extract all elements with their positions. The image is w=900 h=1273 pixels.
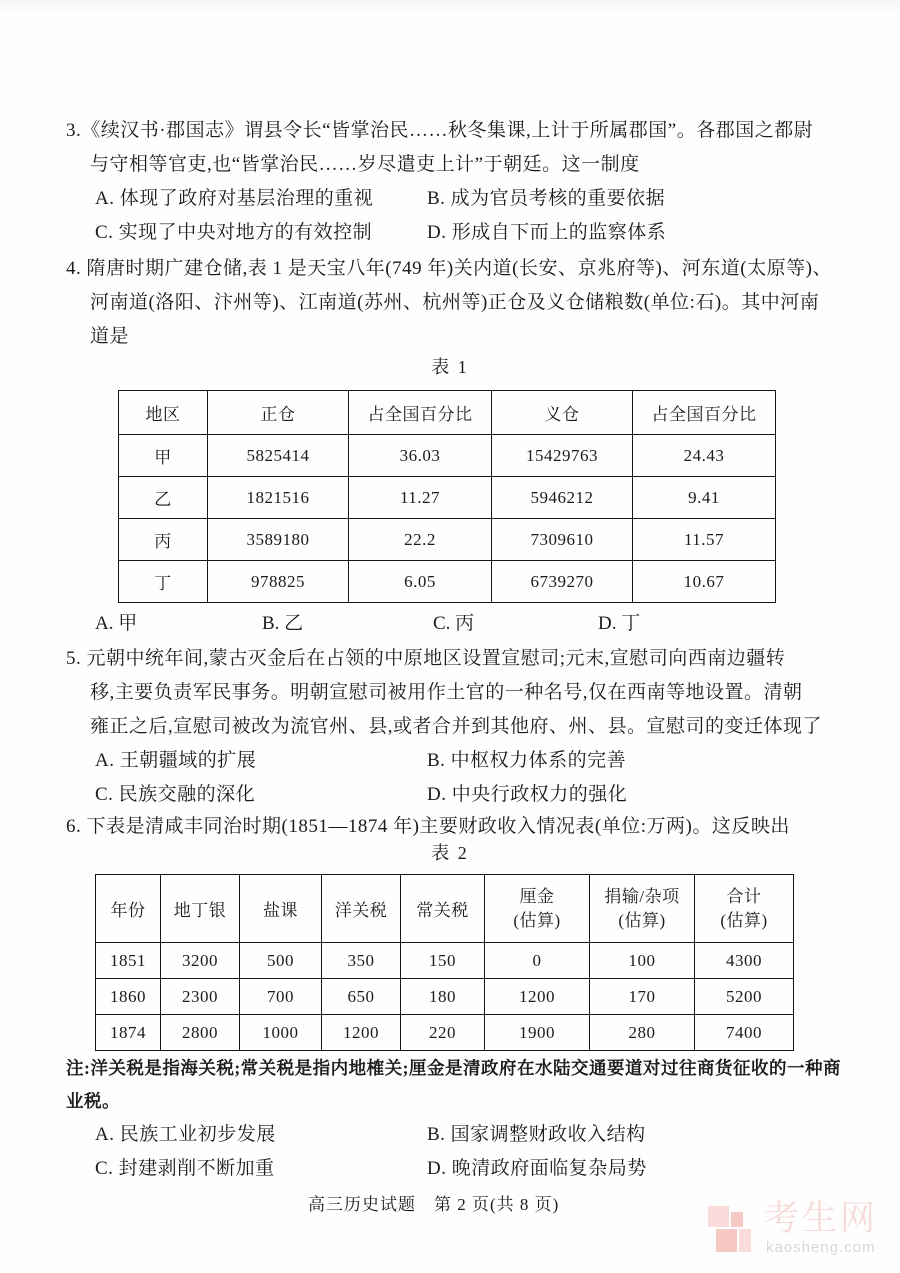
option-a: A. 甲 bbox=[95, 613, 138, 634]
header-line: 捐输/杂项 bbox=[604, 886, 680, 906]
table-cell: 1900 bbox=[485, 1015, 590, 1051]
header-line: 合计 bbox=[726, 886, 762, 906]
table-cell: 220 bbox=[401, 1015, 485, 1051]
table-cell: 6739270 bbox=[492, 561, 633, 603]
table-cell: 36.03 bbox=[349, 435, 492, 477]
question-4-line: 河南道(洛阳、汴州等)、江南道(苏州、杭州等)正仓及义仓储粮数(单位:石)。其中河南 bbox=[90, 292, 820, 313]
table-cell: 1200 bbox=[322, 1015, 401, 1051]
table-cell: 9.41 bbox=[633, 477, 776, 519]
table1-caption: 表 1 bbox=[431, 357, 469, 377]
question-3-options bbox=[66, 182, 858, 250]
question-4-line: 道是 bbox=[90, 326, 130, 347]
option-b: B. 中枢权力体系的完善 bbox=[427, 750, 627, 771]
table-row bbox=[96, 979, 794, 1015]
table-header-cell: 地丁银 bbox=[161, 875, 240, 943]
table-cell: 甲 bbox=[119, 435, 208, 477]
question-6-options bbox=[66, 1118, 858, 1186]
kaosheng-watermark bbox=[708, 1199, 898, 1262]
table-row bbox=[96, 1015, 794, 1051]
watermark-brand-text: 考生网 bbox=[764, 1199, 879, 1238]
question-6-line: 6. 下表是清咸丰同治时期(1851—1874 年)主要财政收入情况表(单位:万两)。这反映出 bbox=[66, 816, 790, 837]
question-6-options-block bbox=[66, 1118, 858, 1186]
table-cell: 1200 bbox=[485, 979, 590, 1015]
header-line: (估算) bbox=[618, 910, 666, 930]
table-header-cell: 常关税 bbox=[401, 875, 485, 943]
question-4 bbox=[66, 252, 858, 354]
logo-block bbox=[716, 1229, 737, 1252]
table-header-cell: 年份 bbox=[96, 875, 161, 943]
option-c: C. 民族交融的深化 bbox=[95, 784, 256, 805]
table-row bbox=[119, 561, 776, 603]
table-cell: 0 bbox=[485, 943, 590, 979]
table-header-cell: 盐课 bbox=[240, 875, 322, 943]
table-header-cell: 义仓 bbox=[492, 391, 633, 435]
table-cell: 6.05 bbox=[349, 561, 492, 603]
header-line: (估算) bbox=[720, 910, 768, 930]
question-3-line: 与守相等官吏,也“皆掌治民……岁尽遣吏上计”于朝廷。这一制度 bbox=[90, 154, 640, 175]
option-b: B. 国家调整财政收入结构 bbox=[427, 1124, 646, 1145]
table-cell: 乙 bbox=[119, 477, 208, 519]
table-cell: 11.27 bbox=[349, 477, 492, 519]
table-cell: 3589180 bbox=[208, 519, 349, 561]
table-cell: 24.43 bbox=[633, 435, 776, 477]
table-cell: 丙 bbox=[119, 519, 208, 561]
table-cell: 7309610 bbox=[492, 519, 633, 561]
logo-block bbox=[731, 1212, 743, 1227]
table-cell: 1860 bbox=[96, 979, 161, 1015]
table-header-cell: 洋关税 bbox=[322, 875, 401, 943]
scan-top-shadow bbox=[0, 0, 900, 14]
table-header-cell: 正仓 bbox=[208, 391, 349, 435]
table-cell: 1874 bbox=[96, 1015, 161, 1051]
option-a: A. 王朝疆域的扩展 bbox=[95, 750, 257, 771]
table-cell: 3200 bbox=[161, 943, 240, 979]
table-cell: 700 bbox=[240, 979, 322, 1015]
table-cell: 1000 bbox=[240, 1015, 322, 1051]
question-5-options bbox=[66, 744, 858, 812]
kaosheng-logo-icon bbox=[708, 1202, 756, 1254]
question-3 bbox=[66, 114, 858, 250]
table-cell: 丁 bbox=[119, 561, 208, 603]
option-d: D. 丁 bbox=[598, 613, 641, 634]
table-header-cell: 占全国百分比 bbox=[349, 391, 492, 435]
table-header-cell bbox=[590, 875, 695, 943]
table-cell: 650 bbox=[322, 979, 401, 1015]
logo-block bbox=[708, 1206, 729, 1227]
table-cell: 2800 bbox=[161, 1015, 240, 1051]
option-d: D. 形成自下而上的监察体系 bbox=[427, 222, 667, 243]
footnote-line: 业税。 bbox=[66, 1091, 120, 1111]
table-header-cell bbox=[695, 875, 794, 943]
footer-title: 高三历史试题 bbox=[308, 1195, 416, 1214]
table-cell: 5946212 bbox=[492, 477, 633, 519]
header-line: 厘金 bbox=[519, 886, 555, 906]
table-header-cell: 地区 bbox=[119, 391, 208, 435]
table-row bbox=[119, 519, 776, 561]
table-cell: 22.2 bbox=[349, 519, 492, 561]
table-cell: 150 bbox=[401, 943, 485, 979]
question-5 bbox=[66, 642, 858, 812]
table-cell: 100 bbox=[590, 943, 695, 979]
table-cell: 2300 bbox=[161, 979, 240, 1015]
table-cell: 1851 bbox=[96, 943, 161, 979]
table-header-row bbox=[119, 391, 776, 435]
question-5-line: 移,主要负责军民事务。明朝宣慰司被用作土官的一种名号,仅在西南等地设置。清朝 bbox=[90, 682, 803, 703]
option-d: D. 晚清政府面临复杂局势 bbox=[427, 1158, 647, 1179]
option-d: D. 中央行政权力的强化 bbox=[427, 784, 628, 805]
footer-page-number: 第 2 页(共 8 页) bbox=[434, 1195, 560, 1214]
question-5-line: 雍正之后,宣慰司被改为流官州、县,或者合并到其他府、州、县。宣慰司的变迁体现了 bbox=[90, 716, 823, 737]
table-cell: 5200 bbox=[695, 979, 794, 1015]
table-header-cell bbox=[485, 875, 590, 943]
table-cell: 15429763 bbox=[492, 435, 633, 477]
option-b: B. 乙 bbox=[262, 613, 304, 634]
table-granary bbox=[118, 390, 776, 603]
table2-footnote bbox=[66, 1052, 866, 1118]
option-c: C. 丙 bbox=[433, 613, 475, 634]
page-footer bbox=[308, 1190, 559, 1215]
table-cell: 500 bbox=[240, 943, 322, 979]
question-5-line: 5. 元朝中统年间,蒙古灭金后在占领的中原地区设置宣慰司;元末,宣慰司向西南边疆转 bbox=[66, 648, 786, 669]
question-6 bbox=[66, 810, 858, 844]
table-cell: 180 bbox=[401, 979, 485, 1015]
option-c: C. 封建剥削不断加重 bbox=[95, 1158, 275, 1179]
option-a: A. 民族工业初步发展 bbox=[95, 1124, 276, 1145]
option-a: A. 体现了政府对基层治理的重视 bbox=[95, 188, 374, 209]
table-cell: 10.67 bbox=[633, 561, 776, 603]
table-cell: 280 bbox=[590, 1015, 695, 1051]
table2-caption: 表 2 bbox=[431, 843, 469, 863]
table-row bbox=[119, 477, 776, 519]
table-cell: 170 bbox=[590, 979, 695, 1015]
table-header-cell: 占全国百分比 bbox=[633, 391, 776, 435]
watermark-domain-text: kaosheng.com bbox=[766, 1239, 876, 1256]
table-cell: 350 bbox=[322, 943, 401, 979]
question-3-line: 3.《续汉书·郡国志》谓县令长“皆掌治民……秋冬集课,上计于所属郡国”。各郡国之都尉 bbox=[66, 120, 814, 141]
table-cell: 7400 bbox=[695, 1015, 794, 1051]
table-header-row bbox=[96, 875, 794, 943]
table-cell: 1821516 bbox=[208, 477, 349, 519]
question-4-options bbox=[95, 607, 855, 641]
table-cell: 11.57 bbox=[633, 519, 776, 561]
question-4-line: 4. 隋唐时期广建仓储,表 1 是天宝八年(749 年)关内道(长安、京兆府等)、河东道(太原等)、 bbox=[66, 258, 832, 279]
option-b: B. 成为官员考核的重要依据 bbox=[427, 188, 666, 209]
footnote-line: 注:洋关税是指海关税;常关税是指内地榷关;厘金是清政府在水陆交通要道对过往商货征收的一种商 bbox=[66, 1058, 841, 1078]
logo-block bbox=[739, 1229, 751, 1252]
table-cell: 978825 bbox=[208, 561, 349, 603]
table-cell: 5825414 bbox=[208, 435, 349, 477]
table-row bbox=[96, 943, 794, 979]
option-c: C. 实现了中央对地方的有效控制 bbox=[95, 222, 373, 243]
table-fiscal-revenue bbox=[95, 874, 794, 1051]
table-row bbox=[119, 435, 776, 477]
header-line: (估算) bbox=[513, 910, 561, 930]
table-cell: 4300 bbox=[695, 943, 794, 979]
